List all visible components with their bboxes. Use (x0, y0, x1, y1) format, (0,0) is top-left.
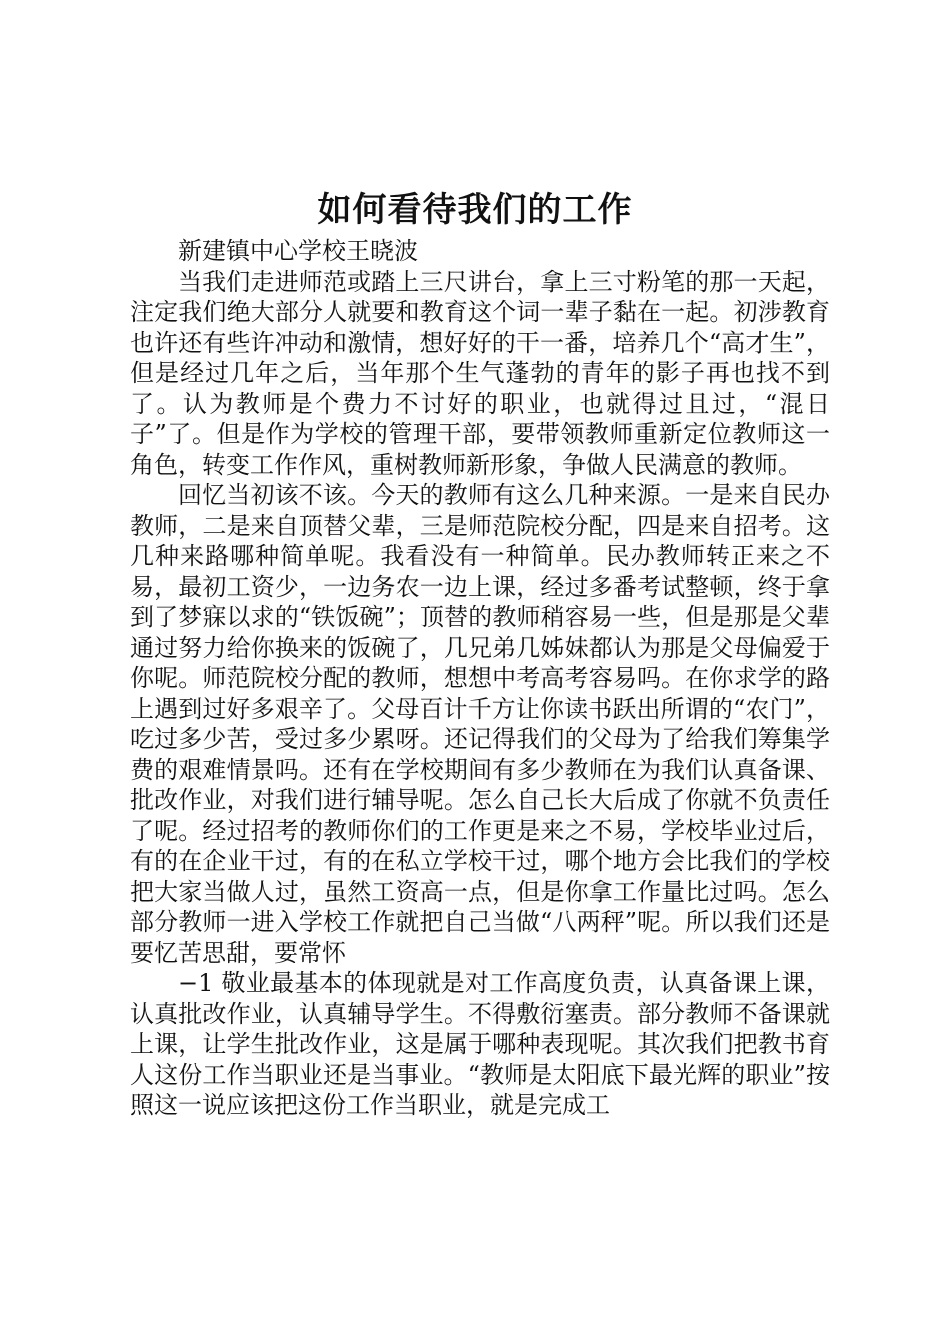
document-title: 如何看待我们的工作 (317, 190, 633, 230)
paragraph: 当我们走进师范或踏上三尺讲台，拿上三寸粉笔的那一天起，注定我们绝大部分人就要和教育这个词一辈子黏在一起。初涉教育也许还有些许冲动和激情，想好好的干一番，培养几个“高才生”，但是经过几年之后，当年那个生气蓬勃的青年的影子再也找不到了。认为教师是个费力不讨好的职业，也就得过且过，“混日子”了。但是作为学校的管理干部，要带领教师重新定位教师这一角色，转变工作作风，重树教师新形象，争做人民满意的教师。 (130, 267, 830, 479)
author-line: 新建镇中心学校王晓波 (178, 237, 418, 265)
paragraph: 回忆当初该不该。今天的教师有这么几种来源。一是来自民办教师，二是来自顶替父辈，三是师范院校分配，四是来自招考。这几种来路哪种简单呢。我看没有一种简单。民办教师转正来之不易，最初工资少，一边务农一边上课，经过多番考试整顿，终于拿到了梦寐以求的“铁饭碗”；顶替的教师稍容易一些，但是那是父辈通过努力给你换来的饭碗了，几兄弟几姊妹都认为那是父母偏爱于你呢。师范院校分配的教师，想想中考高考容易吗。在你求学的路上遇到过好多艰辛了。父母百计千方让你读书跃出所谓的“农门”，吃过多少苦，受过多少累呀。还记得我们的父母为了给我们筹集学费的艰难情景吗。还有在学校期间有多少教师在为我们认真备课、批改作业，对我们进行辅导呢。怎么自己长大后成了你就不负责任了呢。经过招考的教师你们的工作更是来之不易，学校毕业过后，有的在企业干过，有的在私立学校干过，哪个地方会比我们的学校把大家当做人过，虽然工资高一点，但是你拿工作量比过吗。怎么部分教师一进入学校工作就把自己当做“八两秤”呢。所以我们还是要忆苦思甜，要常怀 (130, 481, 830, 967)
paragraph: −1 敬业最基本的体现就是对工作高度负责，认真备课上课，认真批改作业，认真辅导学生。不得敷衍塞责。部分教师不备课就上课，让学生批改作业，这是属于哪种表现呢。其次我们把教书育人这份工作当职业还是当事业。“教师是太阳底下最光辉的职业”按照这一说应该把这份工作当职业，就是完成工 (130, 969, 830, 1119)
document-body (130, 236, 830, 1121)
